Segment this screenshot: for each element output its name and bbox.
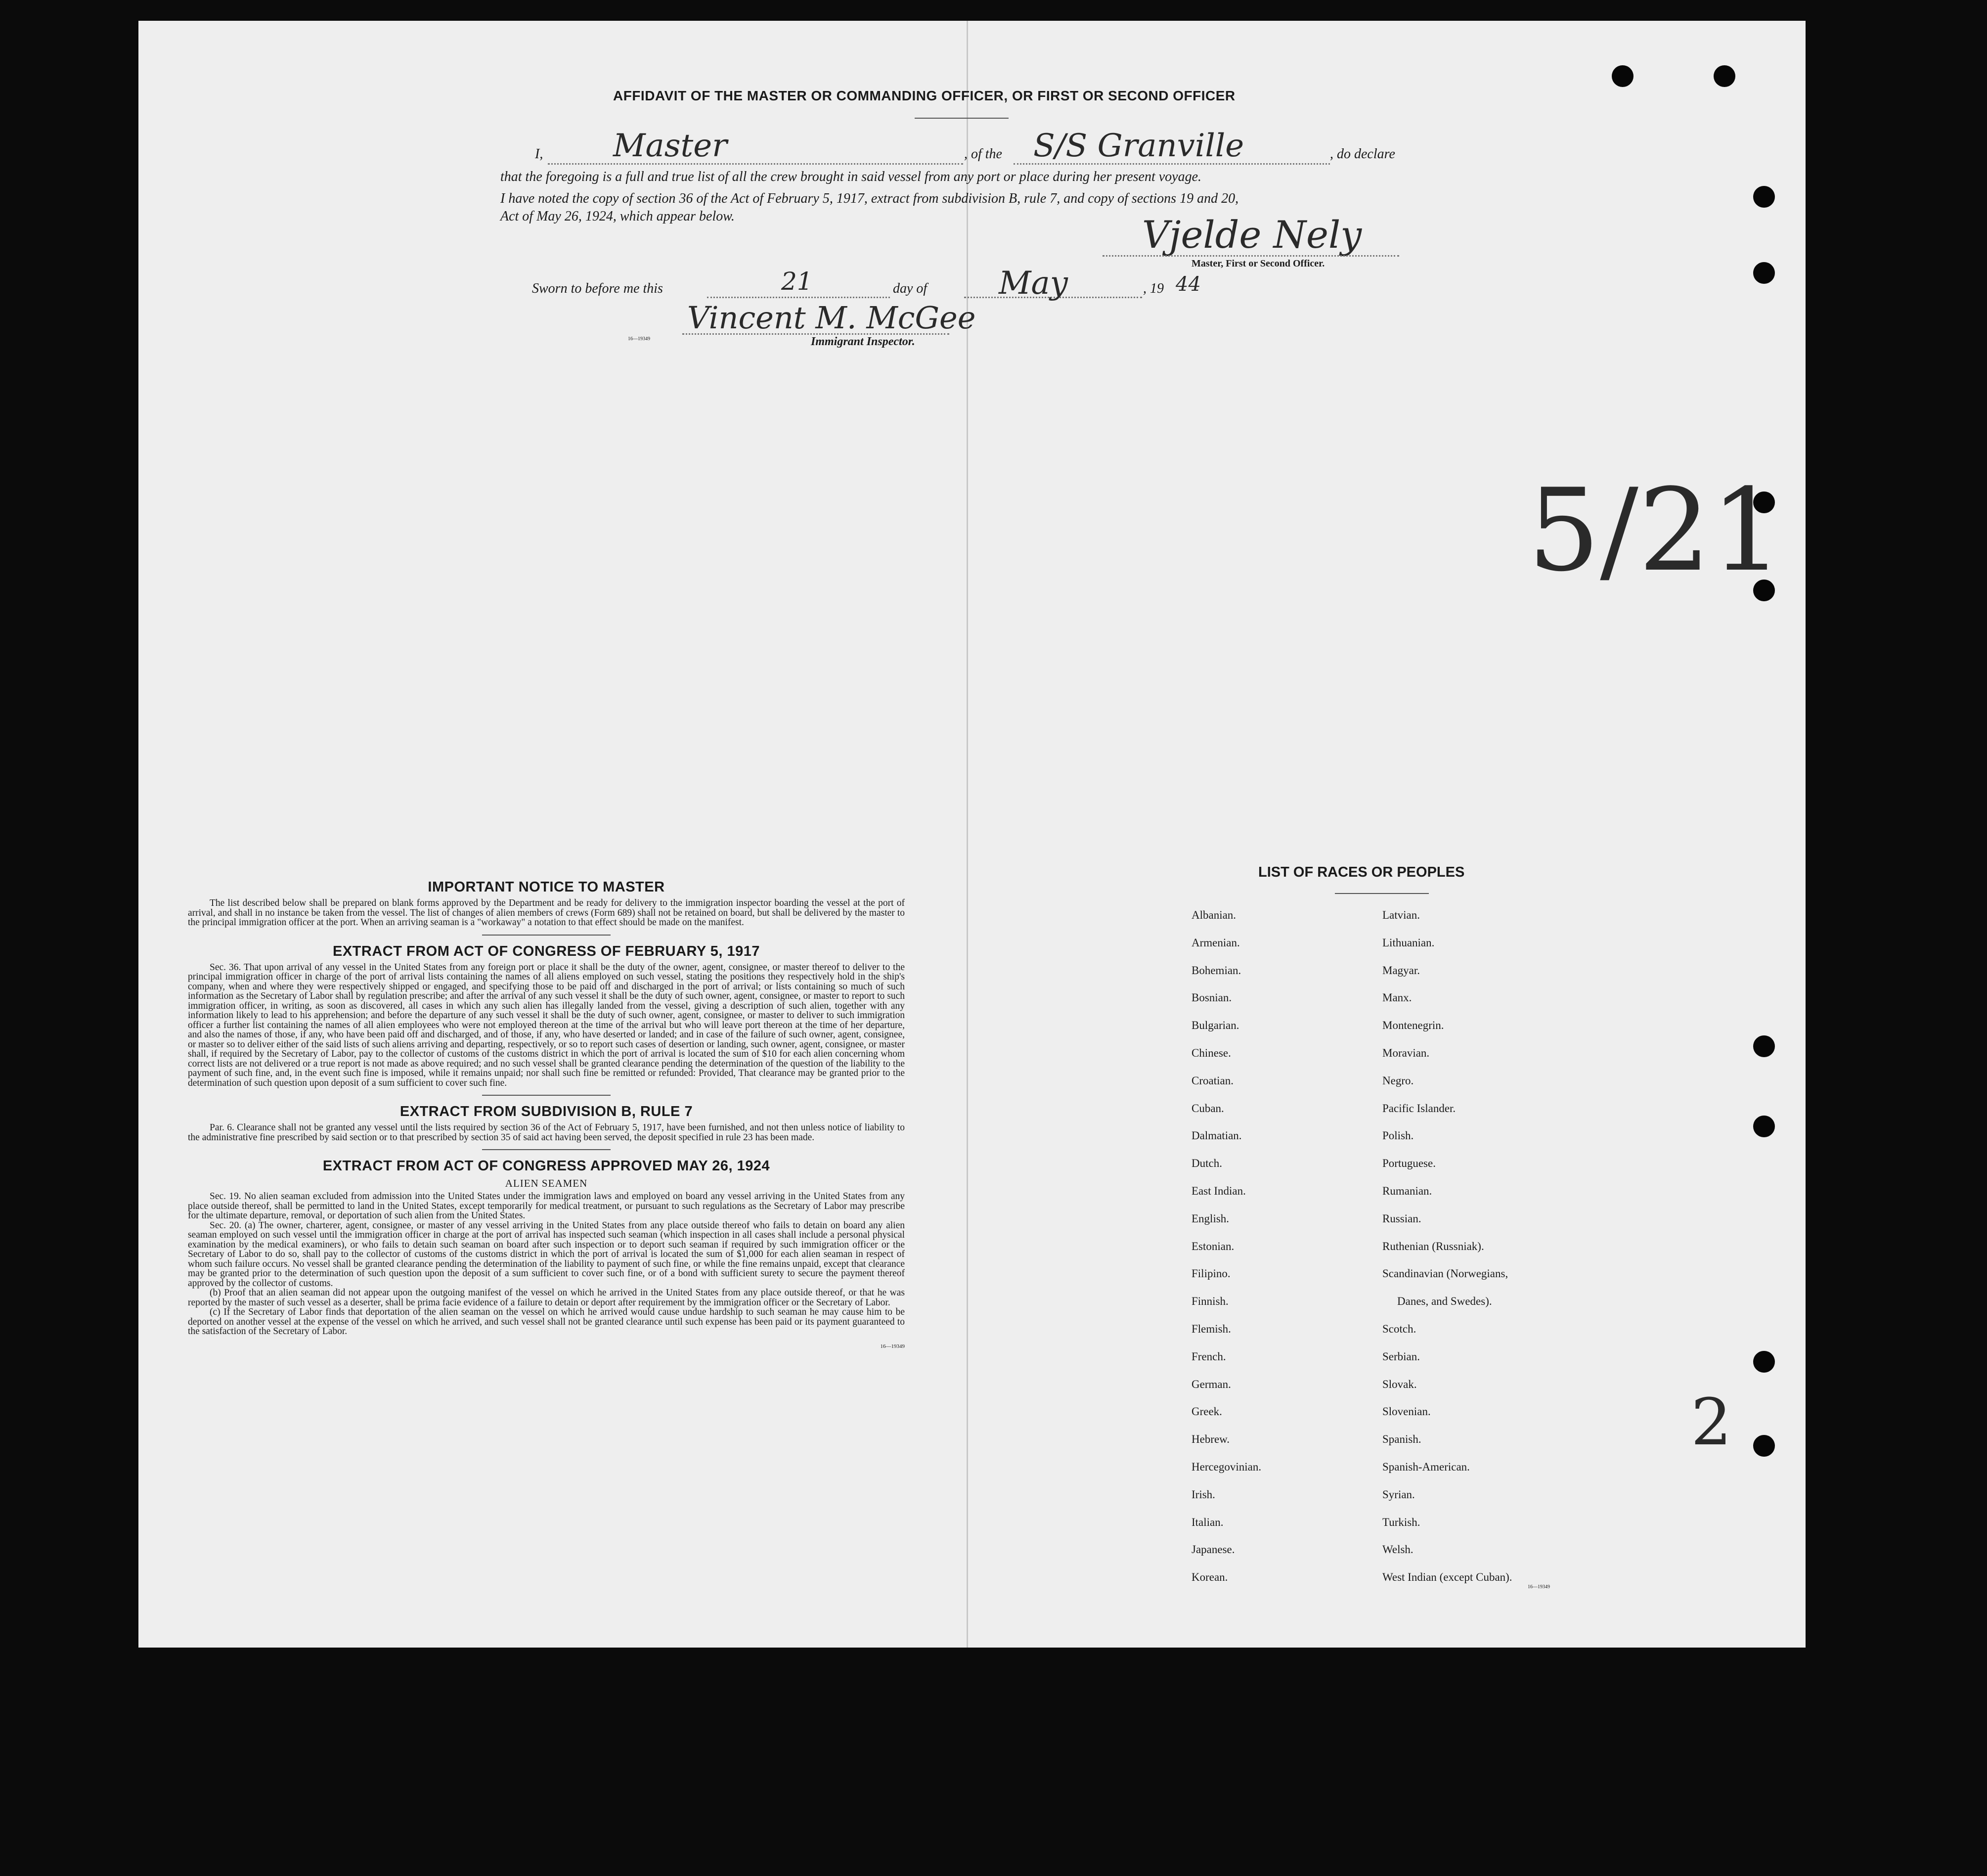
- race-item: Welsh.: [1382, 1543, 1413, 1556]
- race-item: Greek.: [1192, 1405, 1222, 1418]
- notice-column: [188, 879, 905, 1349]
- notice-body: The list described below shall be prepared on blank forms approved by the Department and be ready for delivery to the immigration inspector boarding the vessel at the port of arrival, and shall in no instance be taken from the vessel. The list of changes of alien members of crews (Form 689) shall not be retained on board, but shall be delivered by the master to the principal immigration officer at the port. When an arriving seaman is a "workaway" a notation to that effect should be made on the manifest.: [188, 898, 905, 928]
- divider: [482, 1149, 611, 1150]
- race-item: Spanish.: [1382, 1433, 1421, 1446]
- race-item: Chinese.: [1192, 1046, 1231, 1059]
- race-item: Hebrew.: [1192, 1433, 1230, 1446]
- race-item: Scotch.: [1382, 1322, 1416, 1335]
- extract-1924-title: EXTRACT FROM ACT OF CONGRESS APPROVED MAY 26, 1924: [322, 1158, 770, 1174]
- race-item: Pacific Islander.: [1382, 1102, 1456, 1115]
- punch-hole: [1753, 186, 1775, 208]
- master-signature: Vjelde Nely: [1142, 213, 1362, 257]
- sworn-month-handwritten: May: [999, 265, 1068, 302]
- punch-hole: [1753, 1351, 1775, 1373]
- race-item: Magyar.: [1382, 964, 1420, 977]
- vessel-name-handwritten: S/S Granville: [1033, 128, 1244, 164]
- punch-hole: [1714, 65, 1735, 87]
- races-column-2: [1382, 909, 1512, 1599]
- races-title: LIST OF RACES OR PEOPLES: [1258, 864, 1465, 880]
- race-item: Armenian.: [1192, 936, 1240, 949]
- affidavit-line1-prefix: I,: [535, 146, 543, 162]
- race-item: Russian.: [1382, 1212, 1421, 1225]
- blank-line: [707, 297, 890, 298]
- race-item: Estonian.: [1192, 1240, 1235, 1252]
- sworn-dayof: day of: [893, 281, 927, 296]
- signature-label: Master, First or Second Officer.: [1192, 258, 1325, 269]
- rule7-title: EXTRACT FROM SUBDIVISION B, RULE 7: [399, 1104, 693, 1119]
- date-annotation: 5/21: [1528, 465, 1783, 597]
- race-item: Irish.: [1192, 1488, 1215, 1501]
- race-item: Italian.: [1192, 1516, 1224, 1528]
- race-item: Croatian.: [1192, 1074, 1234, 1087]
- race-item: West Indian (except Cuban).: [1382, 1571, 1512, 1584]
- race-item: Korean.: [1192, 1571, 1228, 1584]
- race-item: Spanish-American.: [1382, 1460, 1470, 1473]
- affidavit-line2: that the foregoing is a full and true list of all the crew brought in said vessel from any port or place during her present voyage.: [500, 169, 1202, 184]
- race-item: Negro.: [1382, 1074, 1414, 1087]
- sworn-day-handwritten: 21: [781, 267, 813, 296]
- race-item: Ruthenian (Russniak).: [1382, 1240, 1484, 1252]
- divider: [482, 935, 611, 936]
- race-item: Syrian.: [1382, 1488, 1415, 1501]
- signature-line: [682, 333, 949, 335]
- sec19-body: Sec. 19. No alien seaman excluded from admission into the United States under the immigration laws and employed on board any vessel arriving in the United States from any place outside thereof, shall be permitted to land in the United States, except temporarily for medical treatment, or pursuant to such regulations as the Secretary of Labor may prescribe for the ultimate departure, removal, or deportation of such alien from the United States.: [188, 1191, 905, 1221]
- race-item: Bulgarian.: [1192, 1019, 1239, 1032]
- races-column-1: [1192, 909, 1261, 1599]
- punch-hole: [1612, 65, 1634, 87]
- race-item: Bohemian.: [1192, 964, 1241, 977]
- race-item: Japanese.: [1192, 1543, 1235, 1556]
- punch-hole: [1753, 1035, 1775, 1057]
- punch-hole: [1753, 1435, 1775, 1457]
- race-item: Manx.: [1382, 991, 1412, 1004]
- race-item: Bosnian.: [1192, 991, 1232, 1004]
- form-number: 16—19349: [628, 336, 650, 342]
- extract-1917-title: EXTRACT FROM ACT OF CONGRESS OF FEBRUARY 5, 1917: [332, 943, 760, 959]
- rule7-body: Par. 6. Clearance shall not be granted any vessel until the lists required by section 36 of the Act of February 5, 1917, have been furnished, and not then unless notice of liability to the administrative fine prescribed by said section or to that prescribed by section 35 of said act having been served, the deposit specified in rule 23 has been made.: [188, 1122, 905, 1143]
- affidavit-line3: I have noted the copy of section 36 of the Act of February 5, 1917, extract from subdivision B, rule 7, and copy of sections 19 and 20,: [500, 191, 1239, 206]
- sec20b-body: (b) Proof that an alien seaman did not appear upon the outgoing manifest of the vessel on which he arrived in the United States from any place outside thereof, or that he was reported by the master of such vessel as a deserter, shall be prima facie evidence of a failure to detain or deport after requirement by the immigration officer or the Secretary of Labor.: [188, 1288, 905, 1308]
- divider: [482, 1095, 611, 1096]
- page-fold: [967, 21, 968, 1648]
- form-number: 16—19349: [880, 1343, 905, 1349]
- race-item: Filipino.: [1192, 1267, 1231, 1280]
- race-item: Rumanian.: [1382, 1184, 1432, 1197]
- race-item: Hercegovinian.: [1192, 1460, 1262, 1473]
- race-item: Finnish.: [1192, 1295, 1229, 1308]
- document-page: [138, 21, 1806, 1648]
- affidavit-title: AFFIDAVIT OF THE MASTER OR COMMANDING OFFICER, OR FIRST OR SECOND OFFICER: [613, 88, 1236, 103]
- race-item: Flemish.: [1192, 1322, 1231, 1335]
- race-item: Scandinavian (Norwegians,: [1382, 1267, 1508, 1280]
- affidavit-line1-mid: , of the: [964, 146, 1002, 162]
- notice-title: IMPORTANT NOTICE TO MASTER: [428, 879, 665, 895]
- affidavit-line4: Act of May 26, 1924, which appear below.: [500, 209, 735, 224]
- race-item: Montenegrin.: [1382, 1019, 1444, 1032]
- race-item: Lithuanian.: [1382, 936, 1435, 949]
- race-item: Moravian.: [1382, 1046, 1430, 1059]
- sec20c-body: (c) If the Secretary of Labor finds that deportation of the alien seaman on the vessel on which he arrived would cause undue hardship to such seaman he may cause him to be deported on another vessel at the expense of the vessel on which he arrived, and such vessel shall not be granted clearance until such expense has been paid or its payment guaranteed to the satisfaction of the Secretary of Labor.: [188, 1307, 905, 1337]
- inspector-signature: Vincent M. McGee: [687, 300, 976, 336]
- race-item: Albanian.: [1192, 909, 1236, 921]
- race-item: Dutch.: [1192, 1157, 1222, 1170]
- race-item: Serbian.: [1382, 1350, 1420, 1363]
- alien-seamen-subtitle: ALIEN SEAMEN: [505, 1177, 588, 1189]
- punch-hole: [1753, 262, 1775, 284]
- sworn-prefix: Sworn to before me this: [532, 281, 663, 296]
- race-item: Latvian.: [1382, 909, 1420, 921]
- sec20a-body: Sec. 20. (a) The owner, charterer, agent, consignee, or master of any vessel arriving in the United States from any place outside thereof who fails to detain on board any alien seaman employed on such vessel until the immigration officer in charge at the port of arrival has inspected such seaman (which inspection in all cases shall include a personal physical examination by the medical examiners), or who fails to detain such seaman on board after such inspection or to deport such seaman if required by such immigration officer or the Secretary of Labor to do so, shall pay to the collector of customs of the customs district in which the port of arrival is located the sum of $1,000 for each alien seaman in respect of whom such failure occurs. No vessel shall be granted clearance pending the determination of the liability to payment of such fine, or while the fine remains unpaid, except that clearance may be granted prior to the determination of such question upon the deposit of a sum sufficient to cover such fine, or of a bond with sufficient surety to secure the payment thereof approved by the collector of customs.: [188, 1220, 905, 1289]
- form-number: 16—19349: [1528, 1584, 1550, 1590]
- signature-line: [1103, 255, 1399, 257]
- race-item: Dalmatian.: [1192, 1129, 1242, 1142]
- page-mark: 2: [1691, 1385, 1732, 1460]
- race-item: Polish.: [1382, 1129, 1414, 1142]
- sworn-year-handwritten: 44: [1176, 273, 1201, 296]
- race-item: East Indian.: [1192, 1184, 1246, 1197]
- race-item: Turkish.: [1382, 1516, 1420, 1528]
- extract-1917-body: Sec. 36. That upon arrival of any vessel in the United States from any foreign port or place it shall be the duty of the owner, agent, consignee, or master thereof to deliver to the principal immigration officer in charge of the port of arrival lists containing the names of all aliens employed on such vessel, stating the positions they respectively hold in the ship's company, when and where they were respectively shipped or engaged, and specifying those to be paid off and discharged in the port of arrival; or lists containing so much of such information as the Secretary of Labor shall by regulation prescribe; and after the arrival of any such vessel it shall be the duty of such owner, agent, consignee, or master to report to such immigration officer, in writing, as soon as discovered, all cases in which any such alien has illegally landed from the vessel, giving a description of such alien, together with any information likely to lead to his apprehension; and before the departure of any such vessel it shall be the duty of such owner, agent, consignee, or master to deliver to such immigration officer a further list containing the names of all alien employees who were not employed thereon at the time of the arrival but who will leave port thereon at the time of her departure, and also the names of those, if any, who have been paid off and discharged, and of those, if any, who have deserted or landed; and in case of the failure of such owner, agent, consignee, or master so to deliver either of the said lists of such aliens arriving and departing, respectively, or so to report such cases of desertion or landing, such owner, agent, consignee, or master shall, if required by the Secretary of Labor, pay to the collector of customs of the customs district in which the port of arrival is located the sum of $10 for each alien concerning whom correct lists are not delivered or a true report is not made as above required; and no such vessel shall be granted clearance pending the determination of the question of the liability to the payment of such fine, and, in the event such fine is imposed, while it remains unpaid; nor shall such fine be remitted or refunded: Provided, That clearance may be granted prior to the determination of such question upon deposit of a sum sufficient to cover such fine.: [188, 962, 905, 1088]
- divider: [1335, 893, 1429, 894]
- race-item: French.: [1192, 1350, 1226, 1363]
- race-item: Slovenian.: [1382, 1405, 1431, 1418]
- race-item: Danes, and Swedes).: [1397, 1295, 1492, 1308]
- blank-line: [548, 163, 963, 165]
- race-item: Slovak.: [1382, 1378, 1417, 1390]
- race-item: Portuguese.: [1382, 1157, 1436, 1170]
- punch-hole: [1753, 1116, 1775, 1137]
- race-item: German.: [1192, 1378, 1231, 1390]
- affidavit-line1-suffix: , do declare: [1330, 146, 1395, 162]
- sworn-year-prefix: , 19: [1143, 281, 1164, 296]
- divider: [915, 118, 1009, 119]
- master-title-handwritten: Master: [613, 128, 727, 164]
- inspector-label: Immigrant Inspector.: [811, 335, 915, 348]
- race-item: Cuban.: [1192, 1102, 1224, 1115]
- race-item: English.: [1192, 1212, 1230, 1225]
